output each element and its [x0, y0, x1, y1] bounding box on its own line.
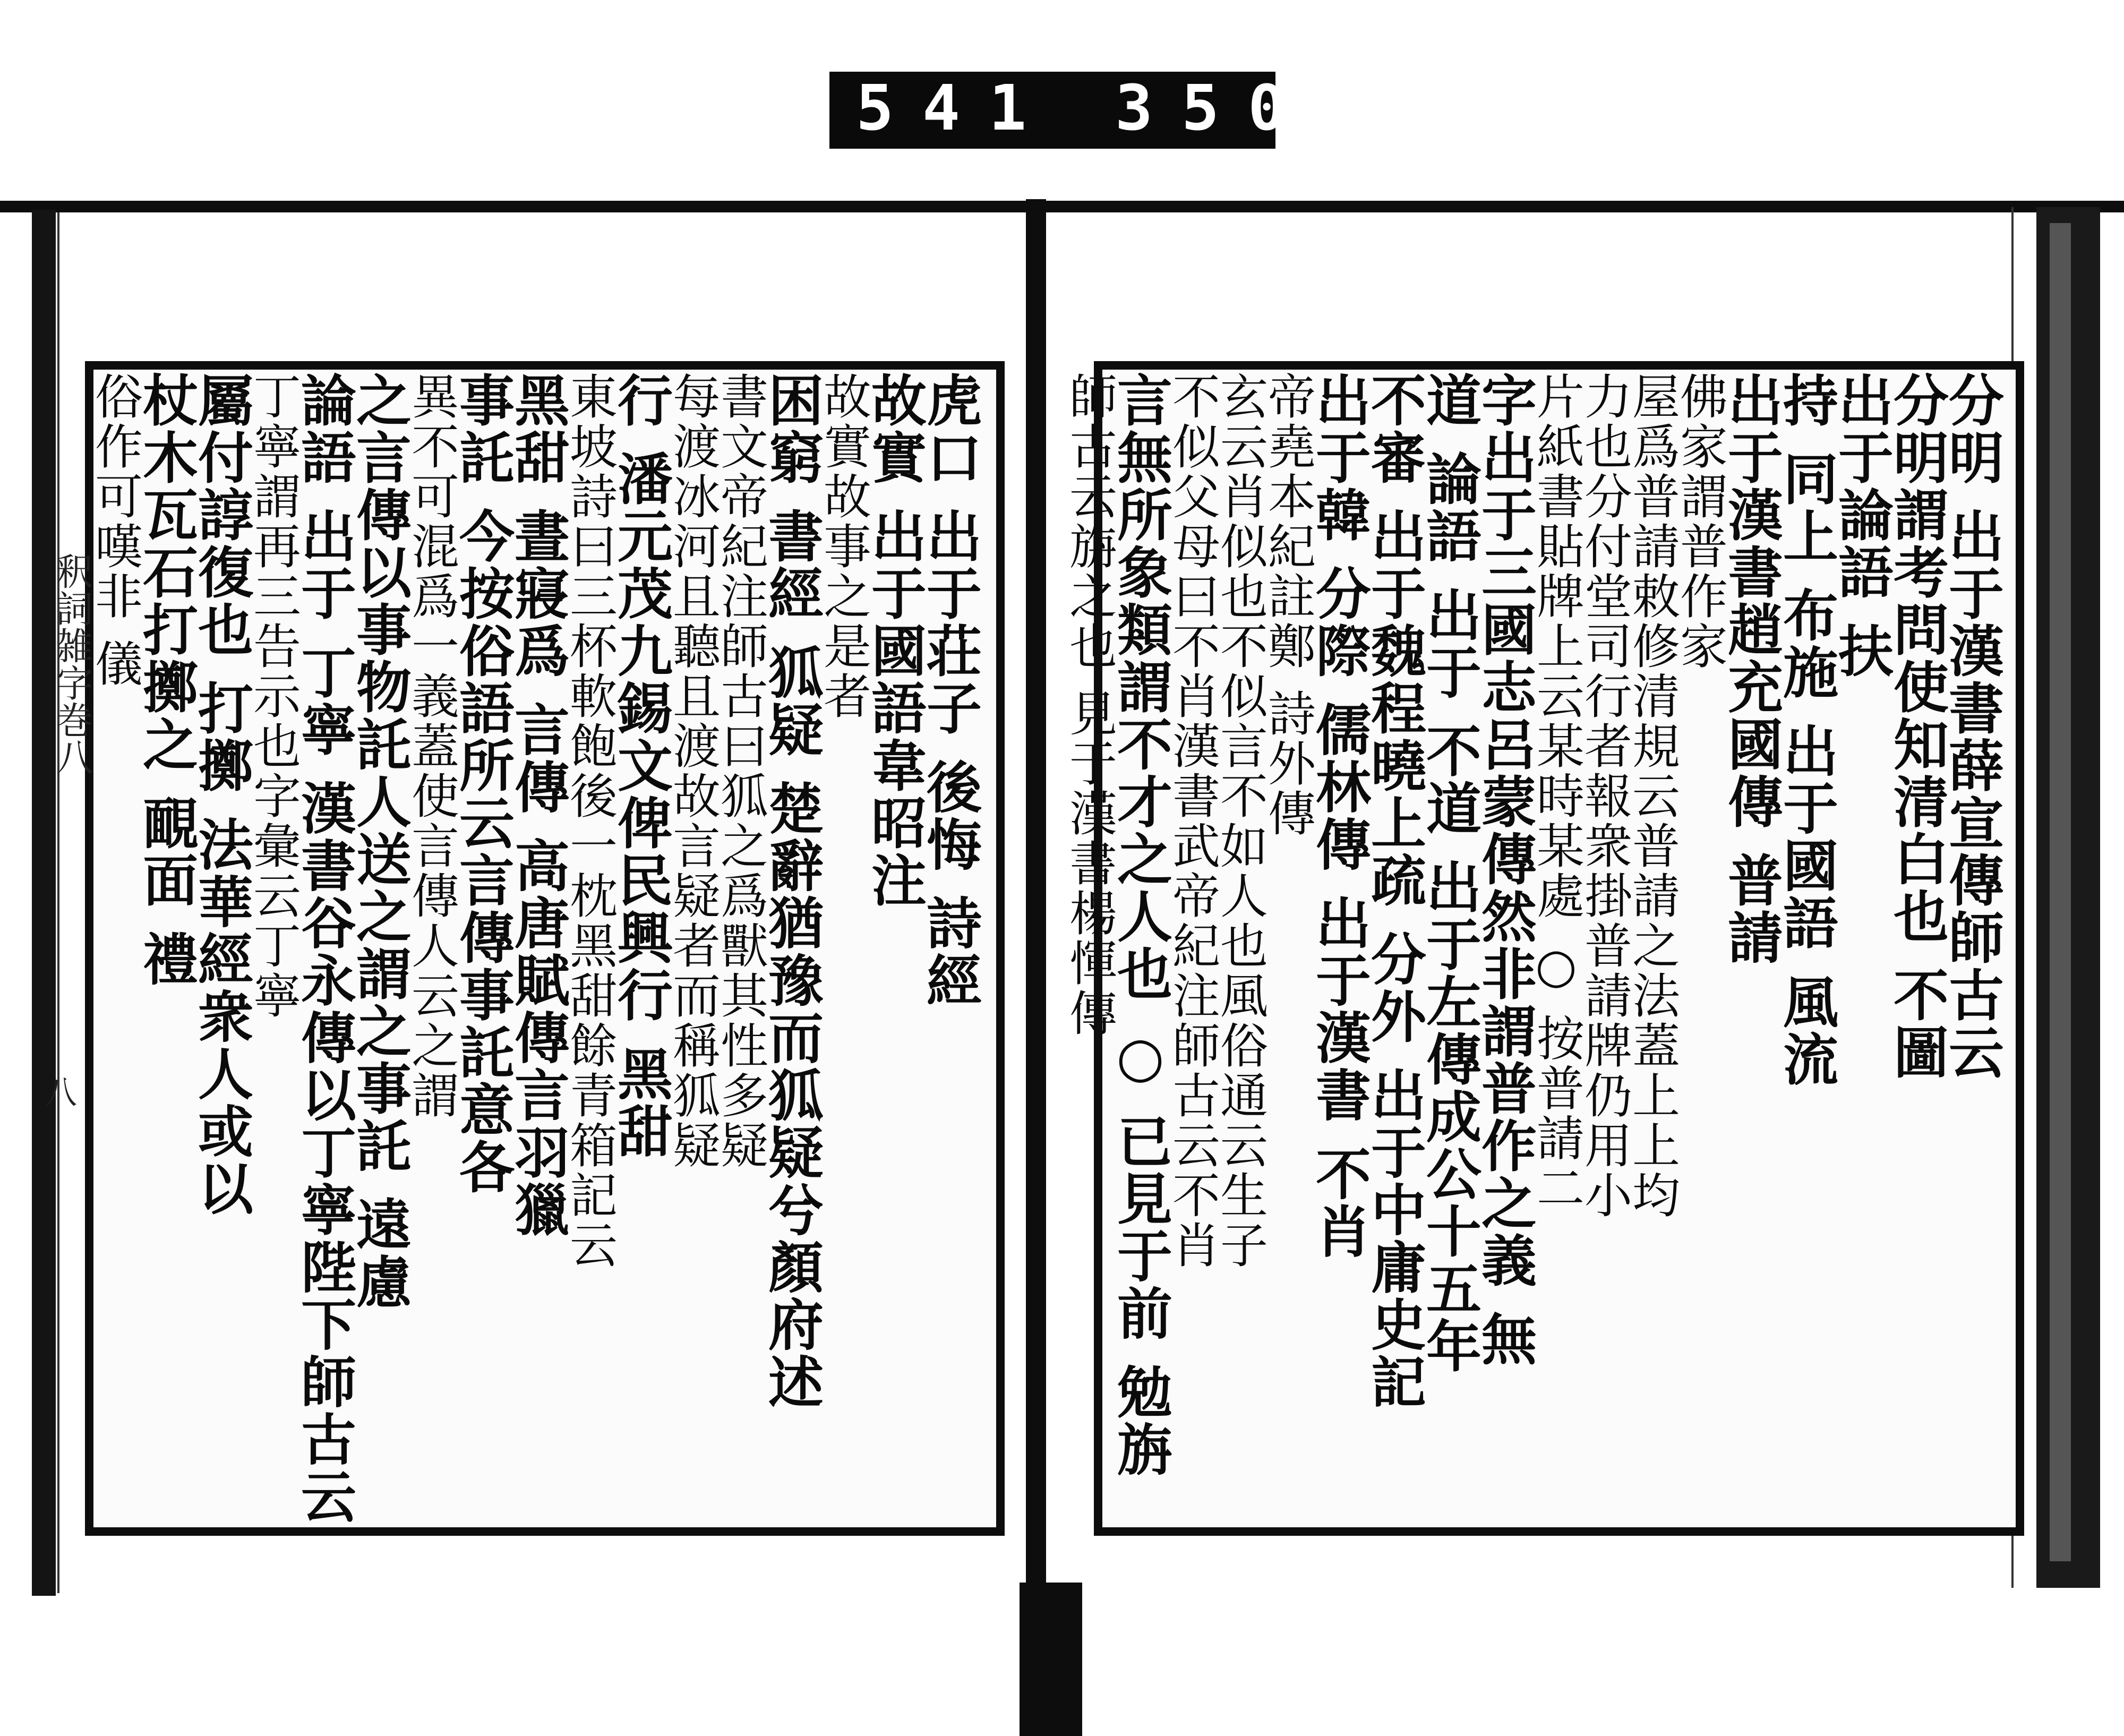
text-column: 出于論語 扶 [1829, 372, 1894, 680]
text-column: 出于漢書趙充國傳 普請 [1718, 372, 1784, 967]
text-column: 帝堯本紀註鄭 詩外傳 [1260, 372, 1315, 839]
spine-tab [1020, 1583, 1082, 1736]
text-column: 書文帝紀注師古曰狐之爲獸其性多疑 [712, 372, 768, 1170]
text-column: 道 論語 出于 不道 出于左傳成公十五年 [1417, 372, 1482, 1375]
text-column: 異不可混爲一義蓋使言傳人云之謂 [403, 372, 459, 1121]
text-column: 東坡詩曰三杯軟飽後一枕黑甜餘青箱記云 [561, 372, 617, 1270]
text-column: 言無所象類謂不才之人也 ○ 已見于前 勉旃 [1108, 372, 1173, 1478]
text-column: 佛家謂普作家 [1672, 372, 1727, 671]
left-leaf-edge [32, 210, 56, 1596]
text-column: 虎口 出于荘子 後悔 詩經 [917, 372, 982, 1010]
text-column: 力也分付堂司行者報衆掛普請牌仍用小 [1576, 372, 1632, 1220]
left-page-folio: 釈詞雑字巻八 [50, 552, 93, 775]
text-column: 之言傳以事物託人送之謂之事託 遠慮 [347, 372, 412, 1311]
text-column: 故實 出于國語韋昭注 [862, 372, 927, 910]
text-column: 持 同上 布施 出于國語 風流 [1774, 372, 1839, 1088]
text-column: 玄云肖似也不似言不如人也風俗通云生子 [1212, 372, 1267, 1270]
text-column: 每渡冰河且聽且渡故言疑者而稱狐疑 [664, 372, 720, 1170]
left-page-text [87, 372, 982, 1526]
right-page-text [1061, 372, 2005, 1508]
text-column: 故實故事之是者 [815, 372, 871, 721]
text-column: 事託 今按俗語所云言傳事託意各 [450, 372, 515, 1196]
spine-bar [1026, 199, 1046, 1585]
text-column: 分明 出于漢書薛宣傳師古云 [1939, 372, 2005, 1082]
text-column: 片紙書貼牌上云某時某處 ○ 按普請二 [1528, 372, 1584, 1213]
right-leaf-edge-light [2050, 223, 2071, 1561]
text-column: 行 潘元茂九錫文俾民興行 黑甜 [608, 372, 673, 1160]
text-column: 分明謂考問使知清白也 不圖 [1884, 372, 1949, 1082]
call-number-left: 541 [856, 71, 1056, 144]
text-column: 困窮 書經 狐疑 楚辭猶豫而狐疑兮顏府述 [759, 372, 824, 1411]
text-column: 字出于三國志呂蒙傳然非謂普作之義 無 [1472, 372, 1537, 1369]
text-column: 黑甜 晝寢爲 言傳 高唐賦傳言羽獵 [505, 372, 570, 1239]
call-number-right: 350. [1115, 71, 1381, 144]
text-column: 俗作可嘆非 儀 [87, 372, 142, 689]
text-column: 出于韓 分際 儒林傳 出于漢書 不肖 [1306, 372, 1372, 1260]
text-column: 師古云旃之也 見于漢書楊惲傳 [1061, 372, 1117, 1038]
text-column: 不審 出于魏程曉上疏 分外 出于中庸史記 [1361, 372, 1427, 1411]
text-column: 不似父母曰不肖漢書武帝紀注師古云不肖 [1164, 372, 1220, 1270]
text-column: 屬付諄復也 打擲 法華經衆人或以 [189, 372, 254, 1218]
text-column: 論語 出于 丁寧 漢書谷永傳以丁寧陛下師古云 [292, 372, 357, 1526]
text-column: 杖木瓦石打擲之 靦面 禮 [133, 372, 199, 988]
text-column: 屋爲普請敕修清規云普請之法蓋上上均 [1624, 372, 1680, 1220]
rule-line [0, 201, 2124, 212]
text-column: 丁寧謂再三告示也字彙云丁寧 [245, 372, 301, 1021]
left-page-folio-number: 八 [45, 1074, 77, 1111]
